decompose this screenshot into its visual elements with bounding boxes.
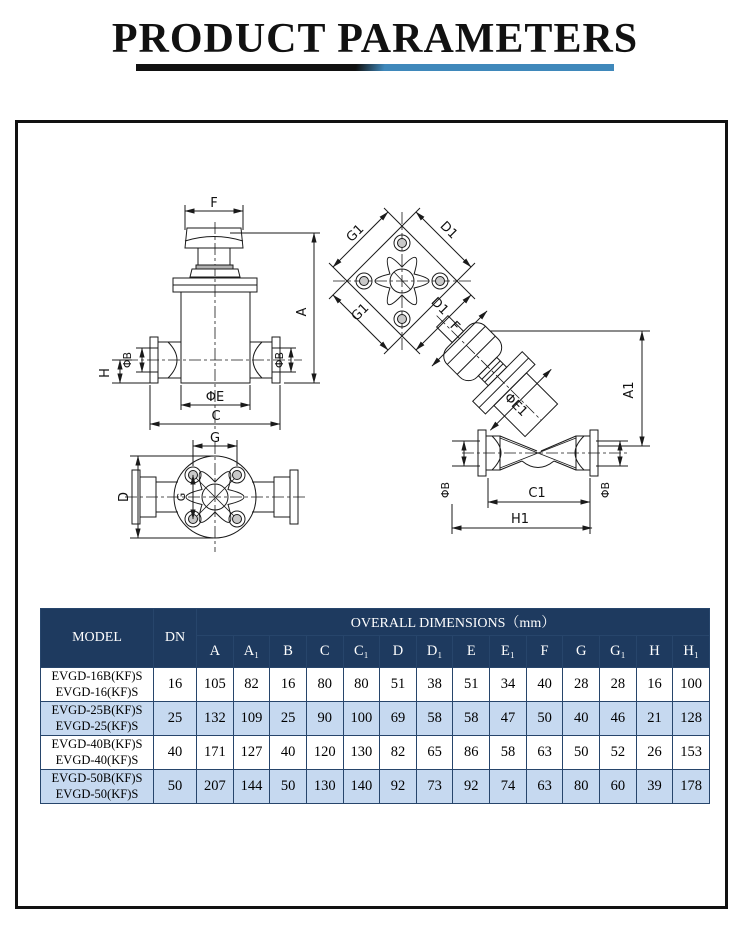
dim-label-c: C — [211, 409, 221, 424]
dim-value-cell: 51 — [380, 668, 417, 702]
dn-cell: 40 — [154, 736, 197, 770]
dim-value-cell: 60 — [600, 770, 637, 804]
model-cell: EVGD-25B(KF)S EVGD-25(KF)S — [41, 702, 154, 736]
dim-value-cell: 132 — [197, 702, 234, 736]
dim-label-d1-bottom: D1 — [427, 294, 452, 319]
dim-value-cell: 50 — [270, 770, 307, 804]
dim-label-phi-e: ΦE — [205, 390, 225, 405]
dim-value-cell: 92 — [453, 770, 490, 804]
dim-column-header: G — [563, 636, 600, 668]
dim-value-cell: 58 — [453, 702, 490, 736]
dim-value-cell: 80 — [306, 668, 343, 702]
dn-column-header: DN — [154, 609, 197, 668]
dn-cell: 50 — [154, 770, 197, 804]
table-row — [41, 702, 710, 736]
table-row — [41, 770, 710, 804]
dim-value-cell: 51 — [453, 668, 490, 702]
dim-value-cell: 26 — [636, 736, 673, 770]
dim-column-header: H — [636, 636, 673, 668]
dim-label-phi-b-left-angle: ΦB — [439, 481, 452, 499]
dim-value-cell: 120 — [306, 736, 343, 770]
dim-label-g-side: G — [175, 492, 188, 502]
dim-label-a: A — [295, 307, 310, 317]
dim-label-phi-b-right-angle: ΦB — [599, 481, 612, 499]
dim-column-header: E — [453, 636, 490, 668]
model-column-header: MODEL — [41, 609, 154, 668]
dim-column-header: H₁ — [673, 636, 710, 668]
dim-value-cell: 127 — [233, 736, 270, 770]
dim-value-cell: 178 — [673, 770, 710, 804]
dim-label-g1-bottom: G1 — [348, 300, 373, 325]
dim-value-cell: 46 — [600, 702, 637, 736]
dim-value-cell: 16 — [270, 668, 307, 702]
dim-label-f-angle: F — [446, 318, 463, 335]
dim-value-cell: 82 — [233, 668, 270, 702]
dim-column-header: C₁ — [343, 636, 380, 668]
dim-value-cell: 39 — [636, 770, 673, 804]
dim-label-phi-e1: ΦE1 — [500, 390, 531, 420]
dim-label-g-top: G — [209, 431, 221, 446]
dim-value-cell: 207 — [197, 770, 234, 804]
dim-value-cell: 90 — [306, 702, 343, 736]
dim-value-cell: 86 — [453, 736, 490, 770]
dim-label-phi-b-left: ΦB — [121, 351, 134, 369]
dim-column-header: A₁ — [233, 636, 270, 668]
dim-value-cell: 58 — [490, 736, 527, 770]
content-frame — [15, 120, 728, 909]
table-row — [41, 736, 710, 770]
title-underline — [136, 64, 614, 71]
dim-value-cell: 153 — [673, 736, 710, 770]
dim-value-cell: 34 — [490, 668, 527, 702]
dim-label-g1-top: G1 — [343, 221, 368, 246]
dim-column-header: C — [306, 636, 343, 668]
model-cell: EVGD-16B(KF)S EVGD-16(KF)S — [41, 668, 154, 702]
dimensions-table — [40, 608, 710, 804]
dim-value-cell: 50 — [563, 736, 600, 770]
dim-value-cell: 105 — [197, 668, 234, 702]
dim-column-header: E₁ — [490, 636, 527, 668]
dim-value-cell: 21 — [636, 702, 673, 736]
dim-value-cell: 38 — [416, 668, 453, 702]
dim-value-cell: 40 — [270, 736, 307, 770]
dim-value-cell: 25 — [270, 702, 307, 736]
dim-value-cell: 16 — [636, 668, 673, 702]
dim-value-cell: 65 — [416, 736, 453, 770]
dim-value-cell: 171 — [197, 736, 234, 770]
page-title: PRODUCT PARAMETERS — [111, 16, 639, 62]
dim-value-cell: 82 — [380, 736, 417, 770]
dim-value-cell: 130 — [343, 736, 380, 770]
dim-column-header: D₁ — [416, 636, 453, 668]
dim-value-cell: 130 — [306, 770, 343, 804]
dim-value-cell: 63 — [526, 736, 563, 770]
dim-value-cell: 144 — [233, 770, 270, 804]
dim-column-header: A — [197, 636, 234, 668]
dim-label-h: H — [98, 368, 113, 378]
dim-column-header: F — [526, 636, 563, 668]
dim-value-cell: 73 — [416, 770, 453, 804]
dim-label-phi-b-right: ΦB — [273, 351, 286, 369]
dim-value-cell: 28 — [563, 668, 600, 702]
dim-value-cell: 47 — [490, 702, 527, 736]
dim-value-cell: 69 — [380, 702, 417, 736]
title-block — [0, 0, 750, 71]
dim-value-cell: 74 — [490, 770, 527, 804]
dim-label-h1: H1 — [510, 512, 530, 527]
dim-value-cell: 92 — [380, 770, 417, 804]
dim-value-cell: 28 — [600, 668, 637, 702]
dim-value-cell: 109 — [233, 702, 270, 736]
dim-label-a1: A1 — [622, 381, 637, 399]
dn-cell: 16 — [154, 668, 197, 702]
dim-value-cell: 40 — [563, 702, 600, 736]
overall-dimensions-header: OVERALL DIMENSIONS（mm） — [197, 609, 710, 636]
dim-value-cell: 80 — [343, 668, 380, 702]
dim-value-cell: 40 — [526, 668, 563, 702]
dn-cell: 25 — [154, 702, 197, 736]
dim-label-d1-top: D1 — [436, 218, 461, 243]
model-cell: EVGD-40B(KF)S EVGD-40(KF)S — [41, 736, 154, 770]
dim-value-cell: 128 — [673, 702, 710, 736]
dim-value-cell: 80 — [563, 770, 600, 804]
model-cell: EVGD-50B(KF)S EVGD-50(KF)S — [41, 770, 154, 804]
top-view-drawing — [125, 440, 305, 552]
dim-value-cell: 100 — [343, 702, 380, 736]
table-row — [41, 668, 710, 702]
dim-column-header: G₁ — [600, 636, 637, 668]
dim-column-header: B — [270, 636, 307, 668]
dim-value-cell: 63 — [526, 770, 563, 804]
dim-column-header: D — [380, 636, 417, 668]
dim-value-cell: 100 — [673, 668, 710, 702]
dim-value-cell: 58 — [416, 702, 453, 736]
dim-value-cell: 140 — [343, 770, 380, 804]
table-body — [41, 668, 710, 804]
dim-label-d: D — [117, 491, 132, 503]
dim-label-f: F — [210, 196, 218, 211]
dim-value-cell: 50 — [526, 702, 563, 736]
dim-label-c1: C1 — [528, 486, 546, 501]
dim-value-cell: 52 — [600, 736, 637, 770]
